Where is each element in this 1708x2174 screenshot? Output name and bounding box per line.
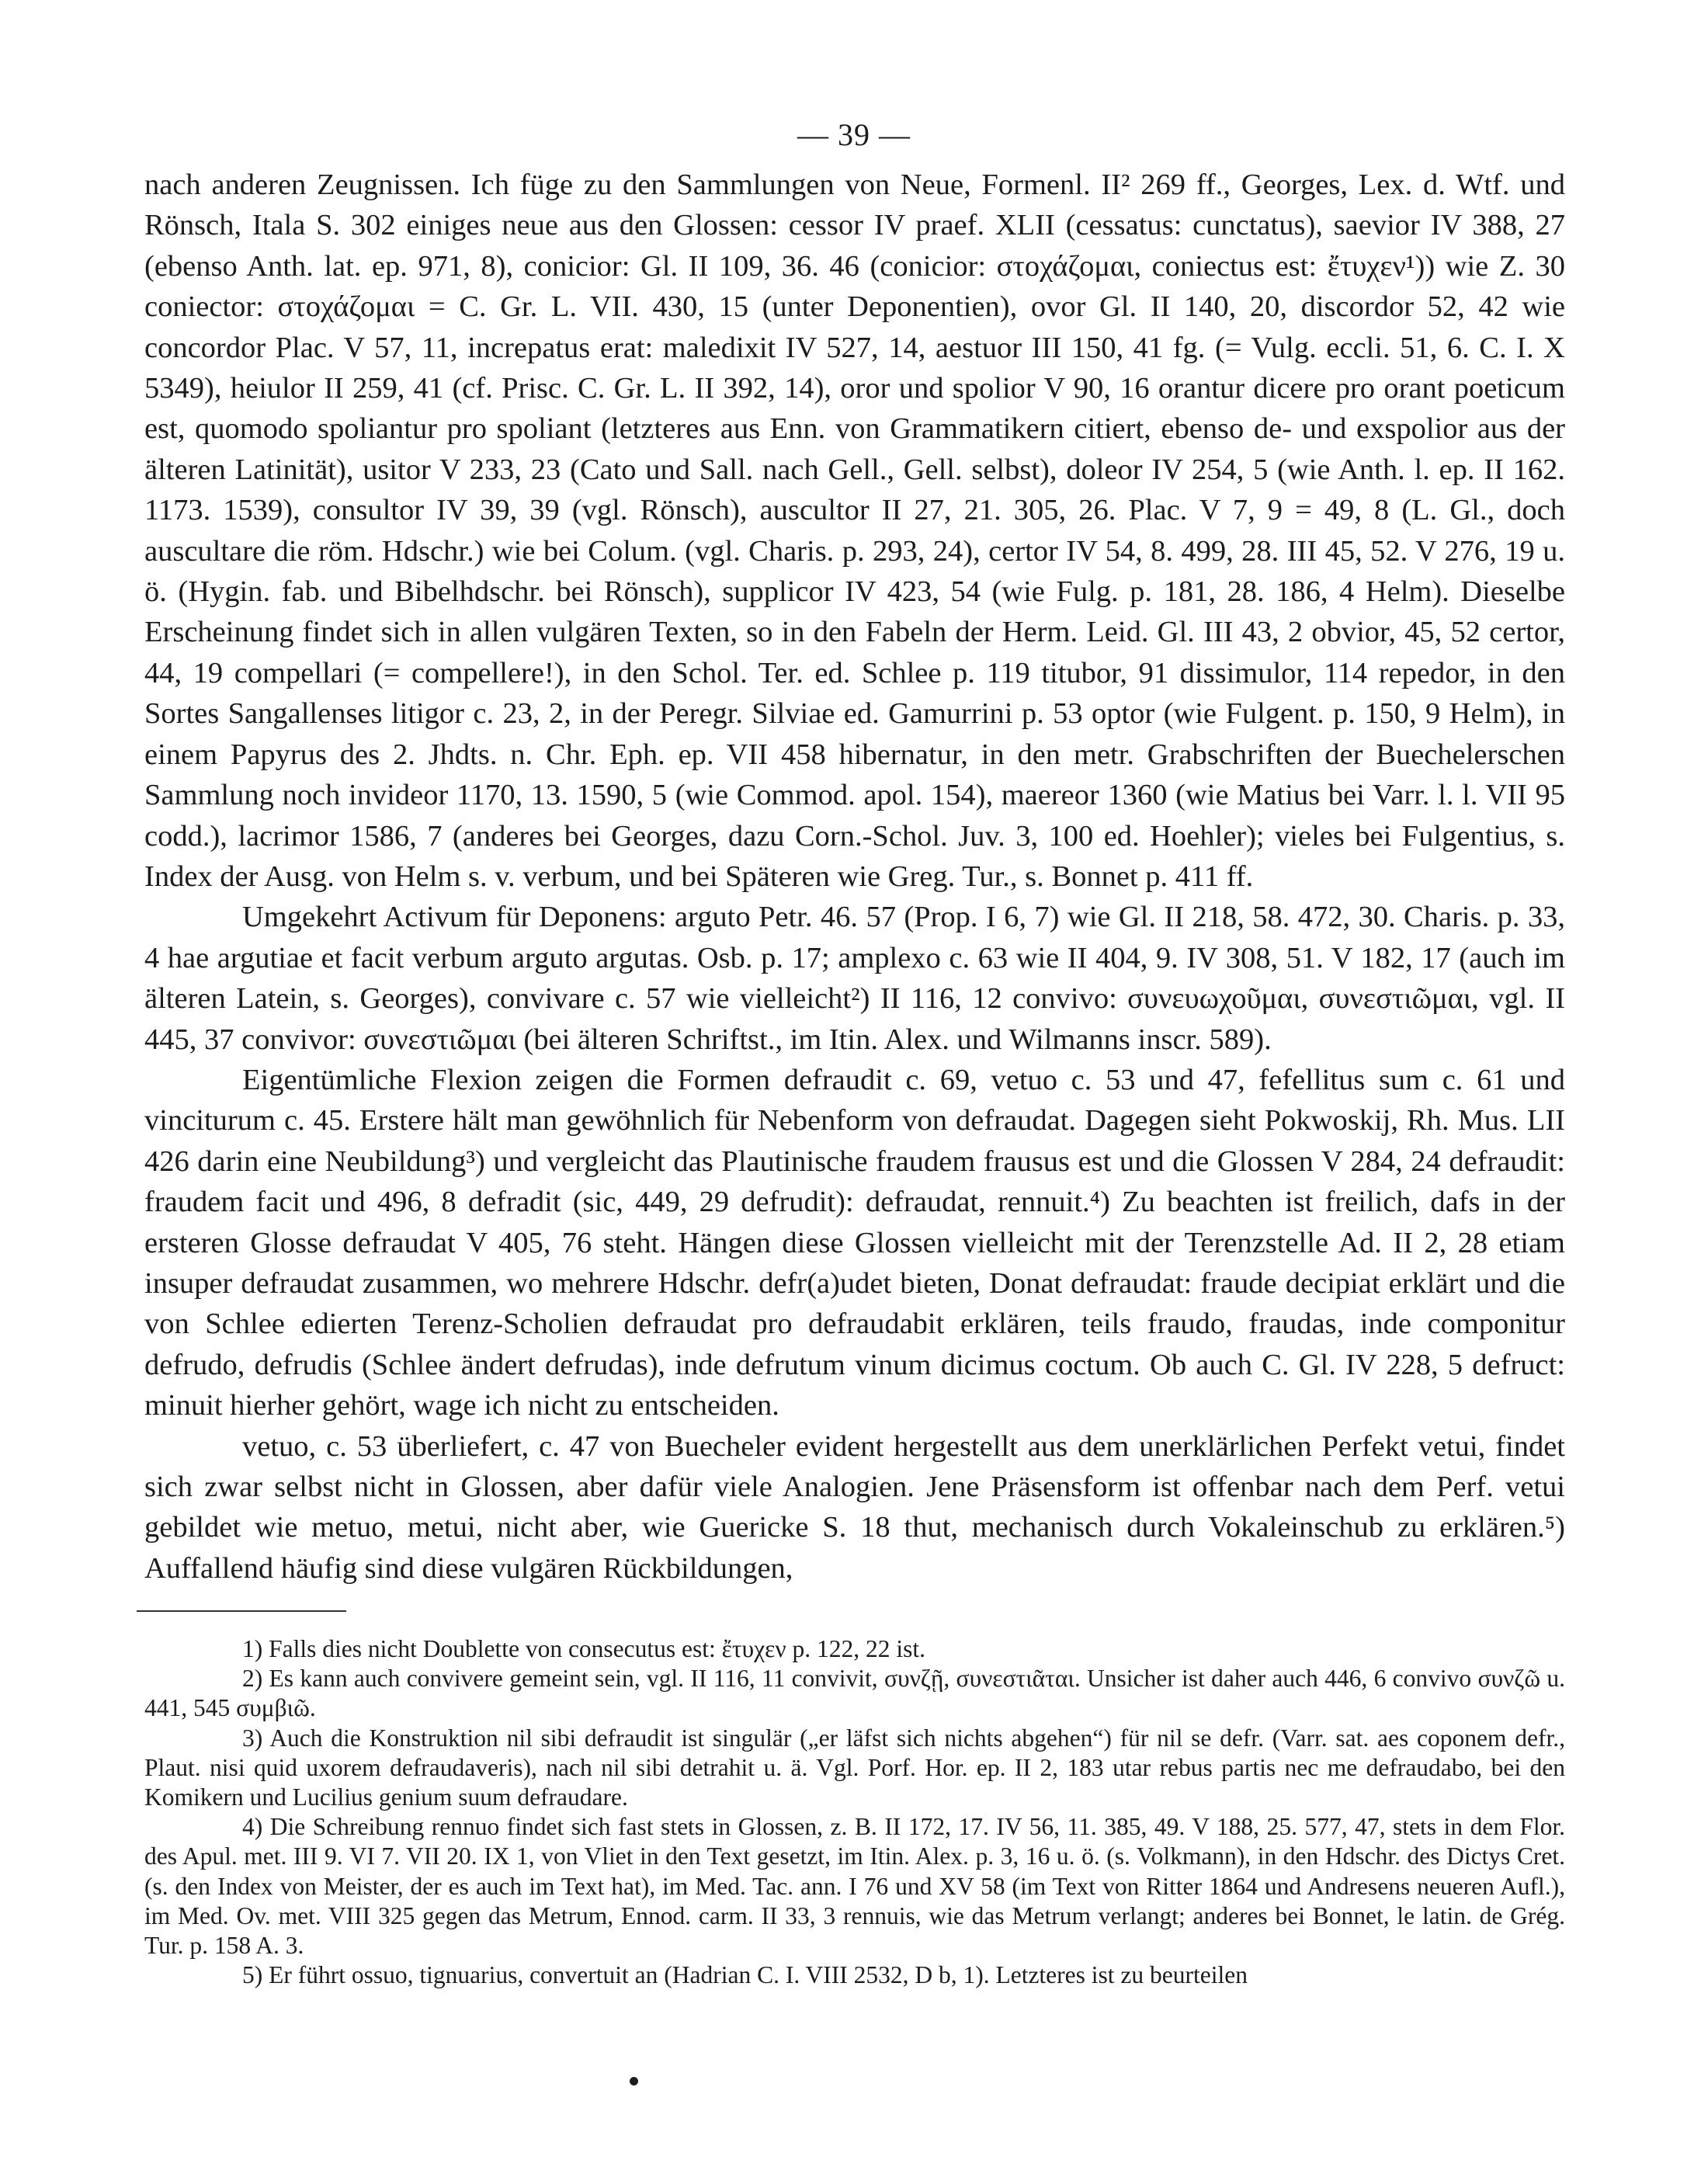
paragraph-3: Eigentümliche Flexion zeigen die Formen defraudit c. 69, vetuo c. 53 und 47, fefellitus sum c. 61 und vinciturum c. 45. Erstere hält man gewöhnlich für Nebenform von defraudat. Dagegen sieht Pokwoskij, Rh. Mus. LII 426 darin eine Neubildung³) und vergleicht das Plautinische fraudem frausus est und die Glossen V 284, 24 defraudit: fraudem facit und 496, 8 defradit (sic, 449, 29 defrudit): defraudat, rennuit.⁴) Zu beachten ist freilich, dafs in der ersteren Glosse defraudat V 405, 76 steht. Hängen diese Glossen vielleicht mit der Terenzstelle Ad. II 2, 28 etiam insuper defraudat zusammen, wo mehrere Hdschr. defr(a)udet bieten, Donat defraudat: fraude decipiat erklärt und die von Schlee edierten Terenz-Scholien defraudat pro defraudabit erklären, teils fraudo, fraudas, inde componitur defrudo, defrudis (Schlee ändert defrudas), inde defrutum vinum dicimus coctum. Ob auch C. Gl. IV 228, 5 defruct: minuit hierher gehört, wage ich nicht zu entscheiden. xyxy=(144,1063,1565,1422)
page-number: — 39 — xyxy=(797,117,911,152)
paragraph-4: vetuo, c. 53 überliefert, c. 47 von Buecheler evident hergestellt aus dem unerklärlichen Perfekt vetui, findet sich zwar selbst nicht in Glossen, aber dafür viele Analogien. Jene Präsensform ist offenbar nach dem Perf. vetui gebildet wie metuo, metui, nicht aber, wie Guericke S. 18 thut, mechanisch durch Vokaleinschub zu erklären.⁵) Auffallend häufig sind diese vulgären Rückbildungen, xyxy=(144,1429,1565,1585)
footnote-3: 3) Auch die Konstruktion nil sibi defraudit ist singulär („er läfst sich nichts abgehen“) für nil se defr. (Varr. sat. aes coponem defr., Plaut. nisi quid uxorem defraudaveris), nach nil sibi detrahit u. ä. Vgl. Porf. Hor. ep. II 2, 183 utar rebus partis nec me defraudabo, bei den Komikern und Lucilius genium suum defraudare. xyxy=(144,1724,1565,1811)
main-text xyxy=(144,165,1565,1589)
paragraph-2: Umgekehrt Activum für Deponens: arguto Petr. 46. 57 (Prop. I 6, 7) wie Gl. II 218, 58. 472, 30. Charis. p. 33, 4 hae argutiae et facit verbum arguto argutas. Osb. p. 17; amplexo c. 63 wie II 404, 9. IV 308, 51. V 182, 17 (auch im älteren Latein, s. Georges), convivare c. 57 wie vielleicht²) II 116, 12 convivo: συνευωχοῦμαι, συνεστιῶμαι, vgl. II 445, 37 convivor: συνεστιῶμαι (bei älteren Schriftst., im Itin. Alex. und Wilmanns inscr. 589). xyxy=(144,901,1565,1056)
footnote-divider xyxy=(137,1610,346,1612)
paragraph-1: nach anderen Zeugnissen. Ich füge zu den Sammlungen von Neue, Formenl. II² 269 ff., Georges, Lex. d. Wtf. und Rönsch, Itala S. 302 einiges neue aus den Glossen: cessor IV praef. XLII (cessatus: cunctatus), saevior IV 388, 27 (ebenso Anth. lat. ep. 971, 8), conicior: Gl. II 109, 36. 46 (conicior: στοχάζομαι, coniectus est: ἔτυχεν¹)) wie Z. 30 coniector: στοχάζομαι = C. Gr. L. VII. 430, 15 (unter Deponentien), ovor Gl. II 140, 20, discordor 52, 42 wie concordor Plac. V 57, 11, increpatus erat: maledixit IV 527, 14, aestuor III 150, 41 fg. (= Vulg. eccli. 51, 6. C. I. X 5349), heiulor II 259, 41 (cf. Prisc. C. Gr. L. II 392, 14), oror und spolior V 90, 16 orantur dicere pro orant poeticum est, quomodo spoliantur pro spoliant (letzteres aus Enn. von Grammatikern citiert, ebenso de- und exspolior aus der älteren Latinität), usitor V 233, 23 (Cato und Sall. nach Gell., Gell. selbst), doleor IV 254, 5 (wie Anth. l. ep. II 162. 1173. 1539), consultor IV 39, 39 (vgl. Rönsch), auscultor II 27, 21. 305, 26. Plac. V 7, 9 = 49, 8 (L. Gl., doch auscultare die röm. Hdschr.) wie bei Colum. (vgl. Charis. p. 293, 24), certor IV 54, 8. 499, 28. III 45, 52. V 276, 19 u. ö. (Hygin. fab. und Bibelhdschr. bei Rönsch), supplicor IV 423, 54 (wie Fulg. p. 181, 28. 186, 4 Helm). Dieselbe Erscheinung findet sich in allen vulgären Texten, so in den Fabeln der Herm. Leid. Gl. III 43, 2 obvior, 45, 52 certor, 44, 19 compellari (= compellere!), in den Schol. Ter. ed. Schlee p. 119 titubor, 91 dissimulor, 114 repedor, in den Sortes Sangallenses litigor c. 23, 2, in der Peregr. Silviae ed. Gamurrini p. 53 optor (wie Fulgent. p. 150, 9 Helm), in einem Papyrus des 2. Jhdts. n. Chr. Eph. ep. VII 458 hibernatur, in den metr. Grabschriften der Buechelerschen Sammlung noch invideor 1170, 13. 1590, 5 (wie Commod. apol. 154), maereor 1360 (wie Matius bei Varr. l. l. VII 95 codd.), lacrimor 1586, 7 (anderes bei Georges, dazu Corn.-Schol. Juv. 3, 100 ed. Hoehler); vieles bei Fulgentius, s. Index der Ausg. von Helm s. v. verbum, und bei Späteren wie Greg. Tur., s. Bonnet p. 411 ff. xyxy=(144,168,1565,893)
footnote-1: 1) Falls dies nicht Doublette von consecutus est: ἔτυχεν p. 122, 22 ist. xyxy=(242,1635,925,1662)
footnote-5: 5) Er führt ossuo, tignuarius, convertuit an (Hadrian C. I. VIII 2532, D b, 1). Letzteres ist zu beurteilen xyxy=(242,1961,1248,1989)
footnotes xyxy=(144,1634,1565,1990)
signature-mark xyxy=(630,2077,638,2085)
footnote-4: 4) Die Schreibung rennuo findet sich fast stets in Glossen, z. B. II 172, 17. IV 56, 11. 385, 49. V 188, 25. 577, 47, stets in dem Flor. des Apul. met. III 9. VI 7. VII 20. IX 1, von Vliet in den Text gesetzt, im Itin. Alex. p. 3, 16 u. ö. (s. Volkmann), in den Hdschr. des Dictys Cret. (s. den Index von Meister, der es auch im Text hat), im Med. Tac. ann. I 76 und XV 58 (im Text von Ritter 1864 und Andresens neueren Aufl.), im Med. Ov. met. VIII 325 gegen das Metrum, Ennod. carm. II 33, 3 rennuis, wie das Metrum verlangt; anderes bei Bonnet, le latin. de Grég. Tur. p. 158 A. 3. xyxy=(144,1813,1565,1960)
footnote-2: 2) Es kann auch convivere gemeint sein, vgl. II 116, 11 convivit, συνζῇ, συνεστιᾶται. Unsicher ist daher auch 446, 6 convivo συνζῶ u. 441, 545 συμβιῶ. xyxy=(144,1665,1565,1722)
